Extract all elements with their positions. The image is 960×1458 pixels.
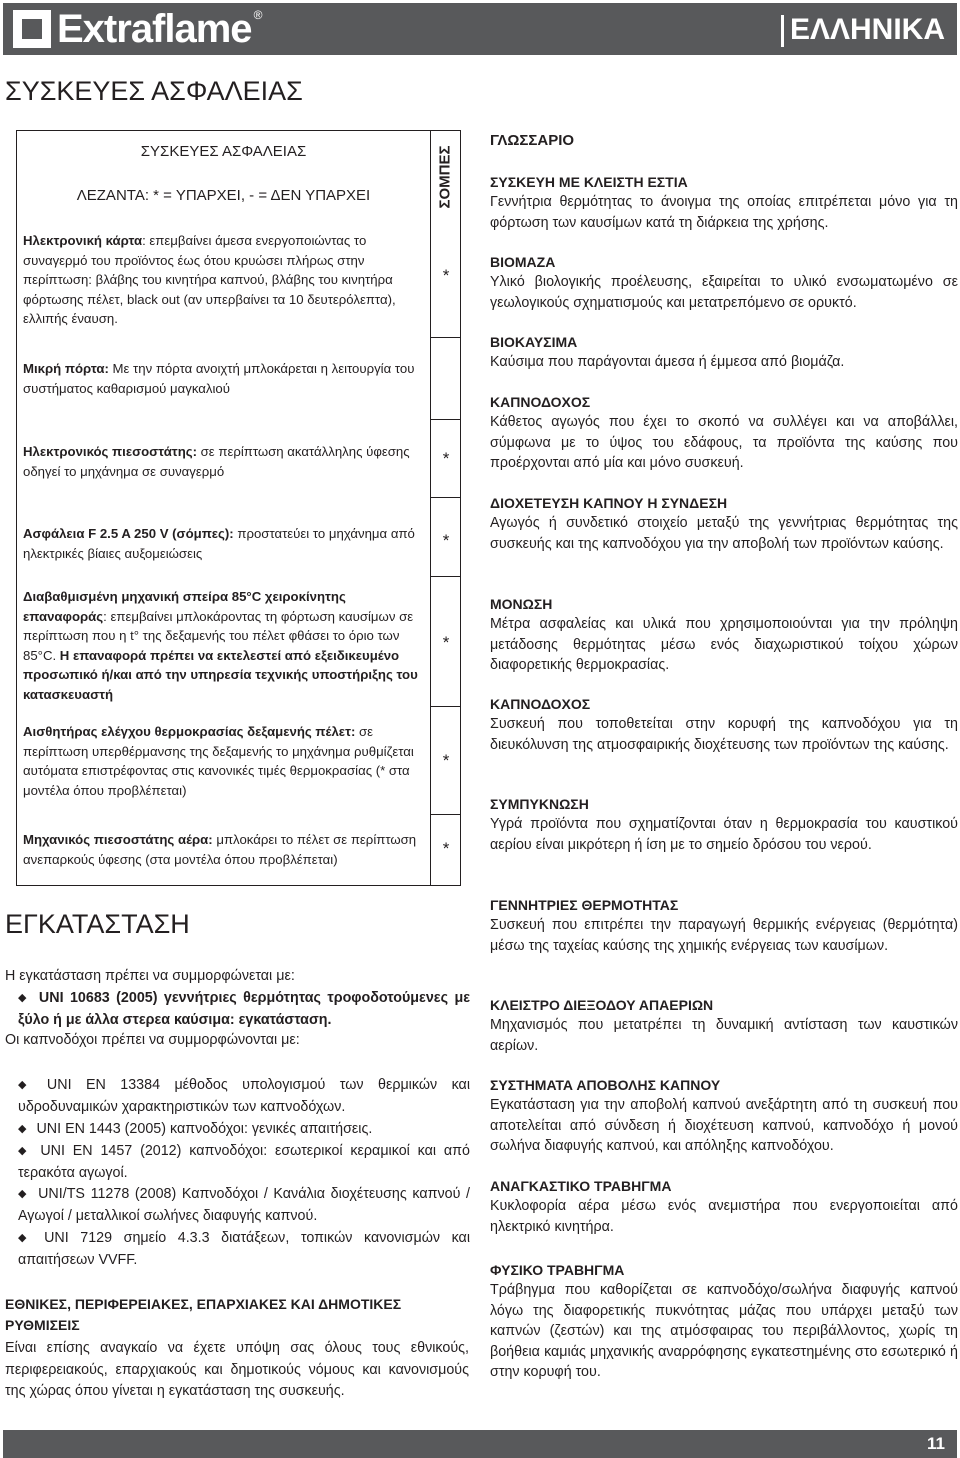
glossary-entry: ΣΥΜΠΥΚΝΩΣΗ Υγρά προϊόντα που σχηματίζονται όταν η θερμοκρασία του καυστικού αερίου είναι μικρότερη ή ίση με το σημείο δρόσου του νερού.: [490, 796, 958, 853]
glossary-entry: ΦΥΣΙΚΟ ΤΡΑΒΗΓΜΑ Τράβηγμα που καθορίζεται σε καπνοδόχο/σωλήνα διαφυγής καπνού λόγω της διαφορετικής πυκνότητας μάζας που υπάρχει μεταξύ των καπνών (ζεστών) και της ατμόσφαιρας του περιβάλλοντος, χωρίς τη βοήθεια καμιάς μηχανικής αναρρόφησης εγκατεστημένης στο εσωτερικό ή στην κορυφή του.: [490, 1262, 958, 1381]
table-row: Μικρή πόρτα: Με την πόρτα ανοιχτή μπλοκάρεται η λειτουργία του συστήματος καθαρισμού μαγκαλιού: [23, 361, 415, 396]
glossary-entry: ΚΛΕΙΣΤΡΟ ΔΙΕΞΟΔΟΥ ΑΠΑΕΡΙΩΝ Μηχανισμός που μετατρέπει τη δυναμική αντίσταση των καυστικών αερίων.: [490, 997, 958, 1054]
diamond-bullet-icon: ◆: [18, 1188, 29, 1200]
table-row-divider: [430, 419, 461, 420]
glossary-entry: ΓΕΝΝΗΤΡΙΕΣ ΘΕΡΜΟΤΗΤΑΣ Συσκευή που επιτρέπει την παραγωγή θερμικής ενέργειας (θερμότητα) μέσω της ταχείας καύσης της χημικής ενέργειας των καυσίμων.: [490, 897, 958, 954]
table-row-divider: [430, 576, 461, 577]
table-row-divider: [430, 337, 461, 338]
diamond-bullet-icon: ◆: [18, 1145, 31, 1157]
row-availability-mark: *: [442, 751, 450, 770]
diamond-bullet-icon: ◆: [18, 1123, 27, 1135]
installation-title: ΕΓΚΑΤΑΣΤΑΣΗ: [5, 909, 190, 939]
table-legend: ΛΕΖΑΝΤΑ: * = ΥΠΑΡΧΕΙ, - = ΔΕΝ ΥΠΑΡΧΕΙ: [76, 187, 371, 204]
glossary-entry: ΚΑΠΝΟΔΟΧΟΣ Κάθετος αγωγός που έχει το σκοπό να συλλέγει και να αποβάλλει, σύμφωνα με το ύψος του εδάφους, τα προϊόντα της καύσης που προέρχονται από μία και μόνο συσκευή.: [490, 394, 958, 472]
glossary-entry: ΒΙΟΚΑΥΣΙΜΑ Καύσιμα που παράγονται άμεσα ή έμμεσα από βιομάζα.: [490, 334, 845, 371]
safety-devices-table: [16, 130, 461, 886]
glossary-title: ΓΛΩΣΣΑΡΙΟ: [490, 132, 575, 149]
glossary-entry: ΜΟΝΩΣΗ Μέτρα ασφαλείας και υλικά που χρησιμοποιούνται για την πρόληψη μετάδοσης θερμότητας μέσω ενός διαχωριστικού τοίχου χώρων διαφορετικής θερμοκρασίας.: [490, 596, 958, 674]
logo-mark-icon: [13, 10, 51, 48]
table-row-divider: [430, 706, 461, 707]
row-availability-mark: *: [442, 633, 450, 652]
glossary-entry: ΒΙΟΜΑΖΑ Υλικό βιολογικής προέλευσης, εξαιρείται το υλικό ενσωματωμένο σε γεωλογικούς σχηματισμούς και μετατρεπόμενο σε ορυκτό.: [490, 254, 958, 311]
page-title: ΣΥΣΚΕΥΕΣ ΑΣΦΑΛΕΙΑΣ: [5, 76, 303, 106]
table-row: Διαβαθμισμένη μηχανική σπείρα 85°C χειροκίνητης επαναφοράς: επεμβαίνει μπλοκάροντας τη φόρτωση καυσίμων σε περίπτωση που η t° της δεξαμενής του πέλετ φθάσει το όριο των 85°C. Η επαναφορά πρέπει να εκτελεστεί από εξειδικευμένο προσωπικό ή/και από την υπηρεσία τεχνικής υποστήριξης του κατασκευαστή: [23, 589, 418, 702]
row-availability-mark: *: [442, 839, 450, 858]
header-bar: [3, 3, 957, 55]
glossary-entry: ΑΝΑΓΚΑΣΤΙΚΟ ΤΡΑΒΗΓΜΑ Κυκλοφορία αέρα μέσω ενός ανεμιστήρα που ενεργοποιείται από ηλεκτρικό κινητήρα.: [490, 1178, 958, 1235]
chimney-norm-item: ◆ UNI EN 13384 μέθοδος υπολογισμού των θερμικών και υδροδυναμικών χαρακτηριστικών των καπνοδόχων.: [18, 1077, 470, 1115]
table-row: Μηχανικός πιεσοστάτης αέρα: μπλοκάρει το πέλετ σε περίπτωση ανεπαρκούς ύφεσης (στα μοντέλα όπου προβλέπεται): [23, 832, 417, 867]
glossary-entry: ΚΑΠΝΟΔΟΧΟΣ Συσκευή που τοποθετείται στην κορυφή της καπνοδόχου για τη διευκόλυνση της ατμοσφαιρικής διοχέτευσης των προϊόντων της καύσης.: [490, 696, 958, 753]
table-row: Ηλεκτρονική κάρτα: επεμβαίνει άμεσα ενεργοποιώντας το συναγερμό του προϊόντος έως ότου κρυώσει πλήρως στην περίπτωση: βλάβης του κινητήρα καπνού, βλάβης του κινητήρα φόρτωσης πέλετ, black out (αν υπερβαίνει τα 10 δευτερόλεπτα), ελλιπής έναυση.: [23, 233, 396, 327]
diamond-bullet-icon: ◆: [18, 1079, 37, 1091]
language-label: ΕΛΛΗΝΙΚΑ: [789, 13, 945, 46]
chimney-norm-item: ◆ UNI/TS 11278 (2008) Καπνοδόχοι / Κανάλια διοχέτευσης καπνού / Αγωγοί / μεταλλικοί σωλήνες διαφυγής καπνού.: [18, 1186, 470, 1224]
table-row-divider: [430, 497, 461, 498]
registered-mark: ®: [253, 8, 263, 22]
brand-logo: [13, 7, 262, 51]
row-availability-mark: *: [442, 266, 450, 285]
regulations-title: ΕΘΝΙΚΕΣ, ΠΕΡΙΦΕΡΕΙΑΚΕΣ, ΕΠΑΡΧΙΑΚΕΣ ΚΑΙ ΔΗΜΟΤΙΚΕΣ ΡΥΘΜΙΣΕΙΣ: [5, 1296, 402, 1333]
chimney-norm-item: ◆ UNI EN 1443 (2005) καπνοδόχοι: γενικές απαιτήσεις.: [18, 1121, 373, 1137]
installation-norm-item: ◆ UNI 10683 (2005) γεννήτριες θερμότητας τροφοδοτούμενες με ξύλο ή με άλλα στερεα καύσιμα: εγκατάσταση.: [18, 990, 470, 1028]
table-row: Ασφάλεια F 2.5 A 250 V (σόμπες): προστατεύει το μηχάνημα από ηλεκτρικές βίαιες αυξομειώσεις: [23, 526, 415, 561]
glossary-entry: ΔΙΟΧΕΤΕΥΣΗ ΚΑΠΝΟΥ Η ΣΥΝΔΕΣΗ Αγωγός ή συνδετικό στοιχείο μεταξύ της γεννήτριας θερμότητας της συσκευής και της καπνοδόχου για την αποβολή των προϊόντων καύσης.: [490, 495, 958, 552]
chimney-norm-item: ◆ UNI EN 1457 (2012) καπνοδόχοι: εσωτερικοί κεραμικοί και από τερακότα αγωγοί.: [18, 1143, 470, 1181]
table-heading: ΣΥΣΚΕΥΕΣ ΑΣΦΑΛΕΙΑΣ: [140, 143, 307, 160]
chimney-intro: Οι καπνοδόχοι πρέπει να συμμορφώνονται με:: [5, 1032, 300, 1048]
table-row: Ηλεκτρονικός πιεσοστάτης: σε περίπτωση ακατάλληλης ύφεσης οδηγεί το μηχάνημα σε συναγερμό: [23, 444, 410, 479]
row-availability-mark: *: [442, 449, 450, 468]
brand-name: Extraflame: [57, 6, 252, 51]
glossary-entry: ΣΥΣΤΗΜΑΤΑ ΑΠΟΒΟΛΗΣ ΚΑΠΝΟΥ Εγκατάσταση για την αποβολή καπνού ανεξάρτητη από τη συσκευή που αποτελείται από σύνδεση ή διοχέτευση καπνού, καπνοδόχο ή μονού σωλήνα διαφυγής καπνού, και απόληξης καπνοδόχου.: [490, 1077, 958, 1155]
chimney-norm-item: ◆ UNI 7129 σημείο 4.3.3 διατάξεων, τοπικών κανονισμών και απαιτήσεων VVFF.: [18, 1230, 470, 1268]
column-header-stoves: ΣΟΜΠΕΣ: [436, 145, 454, 209]
header-divider: [781, 15, 784, 47]
installation-intro: Η εγκατάσταση πρέπει να συμμορφώνεται με:: [5, 968, 295, 984]
regulations-text: Είναι επίσης αναγκαίο να έχετε υπόψη σας όλους τους εθνικούς, περιφερειακούς, επαρχιακούς και δημοτικούς νόμους και κανονισμούς της χώρας όπου γίνεται η εγκατάσταση της συσκευής.: [5, 1340, 469, 1400]
glossary-entry: ΣΥΣΚΕΥΗ ΜΕ ΚΛΕΙΣΤΗ ΕΣΤΙΑ Γεννήτρια θερμότητας το άνοιγμα της οποίας επιτρέπεται μόνο για τη φόρτωση των καυσίμων κατά τη διάρκεια της χρήσης.: [490, 174, 958, 231]
diamond-bullet-icon: ◆: [18, 992, 29, 1004]
page-number: 11: [927, 1434, 945, 1453]
table-column-divider: [430, 131, 431, 885]
diamond-bullet-icon: ◆: [18, 1232, 35, 1244]
table-row: Αισθητήρας ελέγχου θερμοκρασίας δεξαμενής πέλετ: σε περίπτωση υπερθέρμανσης της δεξαμενής το μηχάνημα ρυθμίζεται αυτόματα επιστρέφοντας στις κανονικές τιμές θερμοκρασίας (* στα μοντέλα όπου προβλέπεται): [23, 724, 414, 798]
row-availability-mark: *: [442, 531, 450, 550]
footer-bar: [3, 1430, 957, 1458]
table-row-divider: [430, 814, 461, 815]
